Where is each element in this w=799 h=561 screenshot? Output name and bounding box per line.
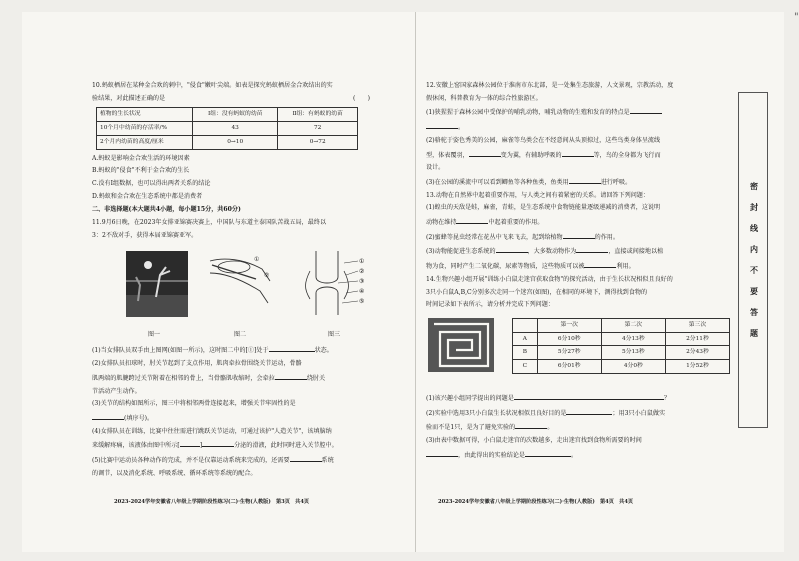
table-row: 10个月中幼苗的存活率/% 43 72 bbox=[97, 122, 358, 136]
q12-part2-cont: 型，体表覆羽， 变为翼，有辅助呼吸的 等，鸟的全身都为飞行而 bbox=[426, 148, 732, 163]
q14-part3: (3)由表中数据可得，小白鼠走迷宫的次数越多，走出迷宫找到食物所需要的时间 bbox=[426, 437, 642, 445]
q11-line1: 11.9月6日晚，在2023年女排亚锦赛决赛上，中国队与东道主泰国队苦战五局，最终以 bbox=[92, 219, 327, 227]
answer-blank[interactable] bbox=[426, 120, 458, 129]
q10-line1: 10.蚂蚁栖居在某种金合欢的刺中，"侵食"嫩叶尖端。如表是探究蚂蚁栖居金合欢结出的实 bbox=[92, 82, 333, 89]
option-b: B.蚂蚁的"侵食"不利于金合欢的生长 bbox=[92, 167, 190, 175]
volleyball-photo bbox=[126, 251, 188, 317]
joint-diagram bbox=[302, 251, 372, 321]
q12-part2: (2)骆驼于姿色秀美的公园，麻雀等鸟类会在不经意间从头顶掠过，这些鸟类身体呈流线 bbox=[426, 136, 661, 144]
option-c: C.没有Ⅰ组数据，也可以得出两者关系的结论 bbox=[92, 179, 211, 187]
svg-text:④: ④ bbox=[359, 288, 365, 296]
svg-text:①: ① bbox=[359, 258, 365, 266]
answer-blank[interactable] bbox=[566, 406, 612, 415]
q13-part3: (3)动物能促进生态系统的 ，大多数动物作为 ，直接或间接地以植 bbox=[426, 244, 732, 259]
side-label-char: 封 bbox=[750, 202, 758, 212]
svg-text:⑤: ⑤ bbox=[359, 298, 365, 306]
section-heading: 二、非选择题(本大题共4小题，每小题15分，共60分) bbox=[92, 206, 241, 214]
q12-line1: 12.安徽上窑国家森林公园位于淮南市东北部，是一处集生态旅游，人文景观，宗教活动，度 bbox=[426, 82, 674, 89]
caption-fig2: 图二 bbox=[234, 331, 247, 339]
q13-line1: 13.动物在自然界中起着重要作用，与人类之间有着紧密的关系。请回答下列问题： bbox=[426, 191, 649, 199]
side-label-char: 要 bbox=[750, 286, 758, 296]
table-header-row: 第一次 第二次 第三次 bbox=[513, 318, 730, 332]
answer-blank[interactable] bbox=[180, 438, 200, 447]
answer-blank[interactable] bbox=[515, 420, 547, 429]
seal-line-box bbox=[738, 92, 768, 428]
answer-blank[interactable] bbox=[525, 448, 571, 457]
maze-time-table bbox=[512, 318, 730, 374]
table-row: A 6分10秒 4分13秒 2分11秒 bbox=[513, 332, 730, 346]
svg-text:②: ② bbox=[359, 268, 365, 276]
side-label-char: 内 bbox=[750, 244, 758, 254]
right-page bbox=[426, 80, 732, 462]
side-label bbox=[739, 93, 769, 427]
side-label-char: 答 bbox=[750, 307, 758, 317]
q11-part2: (2)女排队员扣球时，肘关节起到了支点作用，肌肉牵拉骨围绕关节运动，骨骼 bbox=[92, 360, 302, 368]
q11-part2-end: 节活动产生动作。 bbox=[92, 387, 141, 395]
table-row: C 6分01秒 4分0秒 1分52秒 bbox=[513, 360, 730, 374]
q11-part1: (1)当女排队员双手由上图网(如图一所示)，这时图二中的[①]处于 状态。 bbox=[92, 343, 384, 358]
svg-text:②: ② bbox=[264, 272, 270, 280]
option-d: D.蚂蚁和金合欢在生态系统中都是消费者 bbox=[92, 192, 203, 200]
q14-line3: 时间记录如下表所示，请分析并完成下列问题： bbox=[426, 301, 554, 309]
q14-part2: (2)实验中选用3只小白鼠生长状况相似且良好目的是 ；用3只小白鼠做实 bbox=[426, 406, 732, 421]
answer-blank[interactable] bbox=[202, 438, 234, 447]
q12-part1: (1)狭猩猩于森林公园中受保护的哺乳动物，哺乳动物的生殖和发育的特点是 bbox=[426, 105, 732, 120]
q14-part2-cont: 验而不是1只，是为了避免实验的 。 bbox=[426, 420, 732, 435]
answer-blank[interactable] bbox=[563, 230, 595, 239]
answer-blank[interactable] bbox=[630, 105, 662, 114]
q11-line2: 3：2不敌对手，获得本届亚锦赛亚军。 bbox=[92, 231, 198, 239]
answer-blank[interactable] bbox=[562, 148, 594, 157]
table-header-row: 植物的生长状况 Ⅰ组：没有蚂蚁的幼苗 Ⅱ组：有蚂蚁的幼苗 bbox=[97, 108, 358, 122]
side-label-char: 题 bbox=[750, 328, 758, 338]
q13-part1: (1)蝗虫的天敌是蛙，麻雀，青蛙，是生态系统中食物链能量逐级递减的消费者，这说明 bbox=[426, 204, 661, 212]
side-label-char: 密 bbox=[750, 181, 758, 191]
ant-table bbox=[96, 107, 358, 149]
answer-blank[interactable] bbox=[92, 411, 124, 420]
caption-fig3: 图三 bbox=[328, 331, 341, 339]
answer-blank[interactable] bbox=[514, 391, 664, 400]
answer-blank[interactable] bbox=[456, 215, 488, 224]
answer-blank[interactable] bbox=[569, 175, 601, 184]
q11-part5: (5)比赛中运动员各种动作的完成，并不是仅靠运动系统来完成的，还需要 系统 bbox=[92, 453, 384, 468]
answer-blank[interactable] bbox=[469, 148, 501, 157]
q11-part5-cont: 的调节，以及消化系统、呼吸系统、循环系统等系统的配合。 bbox=[92, 469, 257, 477]
q14-part1: (1)该兴趣小组同学提出的问题是 ？ bbox=[426, 391, 732, 406]
corner-mark: " bbox=[794, 12, 799, 23]
table-row: B 5分27秒 5分13秒 2分43秒 bbox=[513, 346, 730, 360]
side-label-char: 线 bbox=[750, 223, 758, 233]
q10-line2: 验结果，对此描述正确的是 ( ) bbox=[92, 94, 370, 102]
svg-text:①: ① bbox=[254, 256, 260, 264]
svg-text:③: ③ bbox=[359, 278, 365, 286]
answer-blank[interactable] bbox=[426, 448, 458, 457]
answer-blank[interactable] bbox=[576, 244, 608, 253]
q11-part4-cont: 来缓解疼痛，该液体由图中所示[ ] 分泌的滑液，此时同时进入关节腔中。 bbox=[92, 438, 384, 453]
answer-blank[interactable] bbox=[275, 371, 307, 380]
page-fold bbox=[415, 12, 416, 552]
q14-part3-cont: ，由此得出的实验结论是 。 bbox=[426, 448, 732, 463]
figures-row bbox=[92, 245, 384, 341]
q11-part3-cont: (填序号)。 bbox=[92, 411, 384, 426]
side-label-char: 不 bbox=[750, 265, 758, 275]
answer-blank[interactable] bbox=[496, 244, 528, 253]
q13-part3-cont: 物为食，同时产生二氧化碳，尿素等物质，这些物质可以被 利用。 bbox=[426, 259, 732, 274]
option-a: A.蚂蚁是影响金合欢生活的环境因素 bbox=[92, 154, 190, 162]
q12-line2: 假休闲，科普教育为一体的综合性旅游区。 bbox=[426, 94, 542, 102]
answer-blank[interactable] bbox=[584, 259, 616, 268]
table-row: 2个月内幼苗的高度/厘米 0→10 0→72 bbox=[97, 135, 358, 149]
caption-fig1: 图一 bbox=[148, 331, 161, 339]
q12-part2-end: 设计。 bbox=[426, 164, 445, 172]
left-footer: 2023-2024学年安徽省八年级上学期阶段性练习(二)·生物(人教版) 第3页 共4页 bbox=[114, 499, 310, 505]
answer-blank[interactable] bbox=[269, 343, 315, 352]
right-footer: 2023-2024学年安徽省八年级上学期阶段性练习(二)·生物(人教版) 第4页 共4页 bbox=[438, 499, 634, 505]
q13-part1-cont: 动物在维持 中起着重要的作用。 bbox=[426, 215, 732, 230]
q14-line1: 14.生物兴趣小组开展"训练小白鼠走迷宫获取食物"的探究活动，由于生长状况相似且良好的 bbox=[426, 275, 673, 283]
exam-sheet bbox=[22, 12, 799, 552]
maze-and-table bbox=[426, 314, 732, 388]
left-page bbox=[92, 80, 384, 480]
q12-part1-cont: 。 bbox=[426, 120, 732, 135]
q11-part2-cont: 肌两端的肌腱跨过关节附着在相邻的骨上，当骨骼肌收缩时，会牵拉 绕肘关 bbox=[92, 371, 384, 386]
q14-line2: 3只小白鼠A,B,C分别多次走同一个迷宫(如图)，在相同的环境下，测得找到食物的 bbox=[426, 288, 648, 296]
q11-part4: (4)女排队员在训练，比赛中往往需进行跳跃关节运动，可通过该护"人造关节"，该填脑纳 bbox=[92, 427, 332, 435]
q13-part2: (2)蜜蜂等昆虫经常在花丛中飞来飞去，起到给植物 的作用。 bbox=[426, 230, 732, 245]
q12-part3: (3)在公园的溪流中可以看到鲫鱼等各种鱼类，鱼类用 进行呼吸。 bbox=[426, 175, 732, 190]
arm-diagram bbox=[204, 251, 280, 317]
answer-blank[interactable] bbox=[290, 453, 322, 462]
q11-part3: (3)关节的结构如图所示，图三中将相邻两骨连接起来，增强关节牢固性的是 bbox=[92, 400, 296, 408]
maze-diagram bbox=[426, 314, 498, 376]
